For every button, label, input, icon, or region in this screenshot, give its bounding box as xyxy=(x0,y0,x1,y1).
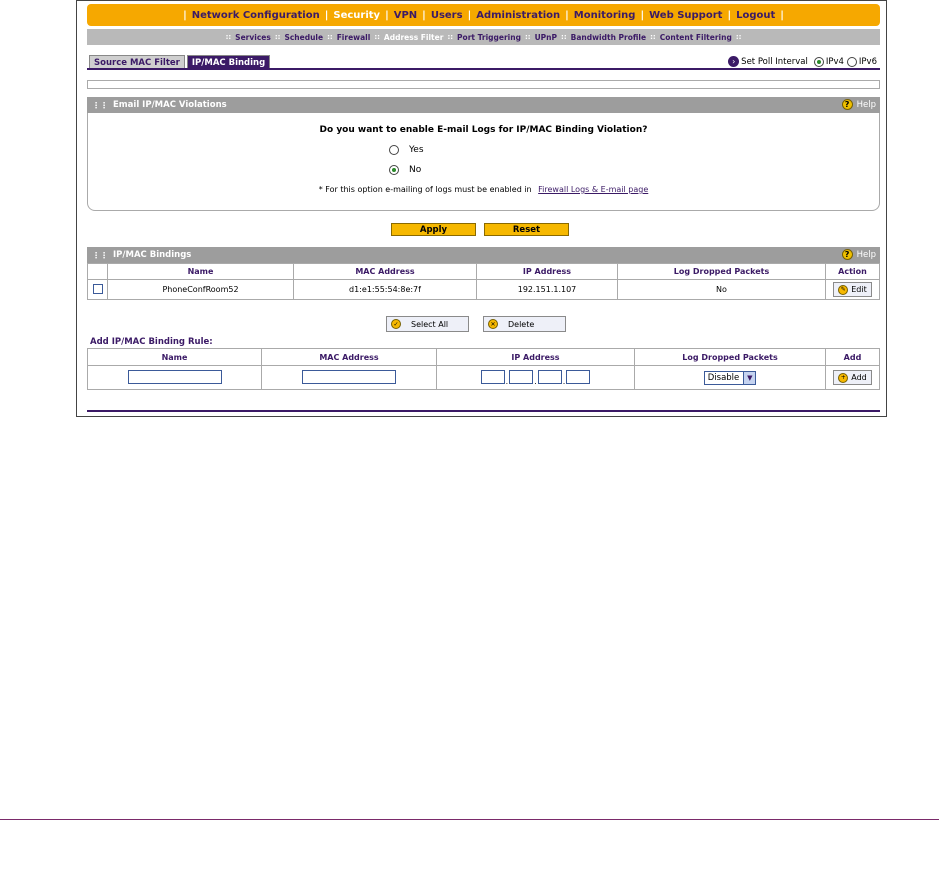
nav-administration[interactable]: Administration xyxy=(476,9,561,21)
grip-icon: ⋮⋮ xyxy=(92,250,108,260)
table-row xyxy=(88,280,880,300)
check-icon: ✓ xyxy=(391,319,401,329)
bindings-header xyxy=(87,247,880,263)
nav-security[interactable]: Security xyxy=(333,9,381,21)
sub-nav: :: Services :: Schedule :: Firewall :: Address Filter :: Port Triggering :: UPnP :: Bandwidth Profile :: Content Filtering :: xyxy=(87,29,880,45)
column-header: Name xyxy=(88,349,262,366)
tab-underline xyxy=(87,68,880,70)
edit-icon: ✎ xyxy=(838,285,848,295)
name-input[interactable] xyxy=(128,370,222,384)
add-rule-row xyxy=(88,366,880,390)
log-dropped-value: Disable xyxy=(707,372,740,383)
email-question: Do you want to enable E-mail Logs for IP/MAC Binding Violation? xyxy=(319,125,648,135)
binding-name: PhoneConfRoom52 xyxy=(108,280,294,300)
nav-logout[interactable]: Logout xyxy=(736,9,776,21)
name-cell xyxy=(88,366,262,390)
column-header: MAC Address xyxy=(294,264,477,280)
nav-web-support[interactable]: Web Support xyxy=(649,9,723,21)
select-all-label: Select All xyxy=(411,319,449,329)
ipv6-label: IPv6 xyxy=(858,56,877,67)
email-violations-title: Email IP/MAC Violations xyxy=(113,100,227,110)
email-note-text: * For this option e-mailing of logs must be enabled in xyxy=(318,185,532,194)
edit-label: Edit xyxy=(851,285,867,294)
apply-button[interactable]: Apply xyxy=(391,223,476,236)
subnav-bandwidth-profile[interactable]: Bandwidth Profile xyxy=(570,32,647,42)
row-checkbox[interactable] xyxy=(93,284,103,294)
add-cell xyxy=(826,366,880,390)
email-note xyxy=(88,185,879,194)
log-dropped-select[interactable] xyxy=(704,371,757,385)
chevron-down-icon: ▼ xyxy=(743,372,755,384)
subnav-firewall[interactable]: Firewall xyxy=(336,32,371,42)
delete-icon: ✕ xyxy=(488,319,498,329)
ip-cell: . . . xyxy=(437,366,635,390)
email-help-link[interactable] xyxy=(842,99,876,110)
email-violations-panel xyxy=(87,113,880,211)
main-nav: | Network Configuration | Security | VPN | Users | Administration | Monitoring | Web Support | Logout | xyxy=(87,4,880,26)
column-header: MAC Address xyxy=(262,349,437,366)
subnav-services[interactable]: Services xyxy=(235,32,271,42)
add-rule-header-row xyxy=(88,349,880,366)
column-header: Add xyxy=(826,349,880,366)
tab-bar xyxy=(89,55,272,69)
add-rule-table xyxy=(87,348,880,390)
ipv4-label: IPv4 xyxy=(825,56,844,67)
email-yes-radio[interactable] xyxy=(389,145,399,155)
tab-ip-mac-binding[interactable]: IP/MAC Binding xyxy=(187,55,270,69)
poll-controls xyxy=(728,56,877,67)
subnav-upnp[interactable]: UPnP xyxy=(534,32,558,42)
help-label: Help xyxy=(856,249,876,260)
email-no-label: No xyxy=(409,165,422,175)
select-column-header xyxy=(88,264,108,280)
bindings-header-row xyxy=(88,264,880,280)
help-icon: ? xyxy=(842,99,853,110)
nav-network-configuration[interactable]: Network Configuration xyxy=(191,9,320,21)
bindings-table xyxy=(87,263,880,300)
binding-ip: 192.151.1.107 xyxy=(477,280,618,300)
arrow-right-icon[interactable]: › xyxy=(728,56,739,67)
subnav-content-filtering[interactable]: Content Filtering xyxy=(659,32,732,42)
status-bar xyxy=(87,80,880,89)
binding-log: No xyxy=(618,280,826,300)
bindings-help-link[interactable] xyxy=(842,249,876,260)
tab-source-mac-filter[interactable]: Source MAC Filter xyxy=(89,55,185,69)
subnav-schedule[interactable]: Schedule xyxy=(284,32,324,42)
row-select-cell xyxy=(88,280,108,300)
table-actions xyxy=(386,316,580,332)
subnav-port-triggering[interactable]: Port Triggering xyxy=(457,32,521,42)
ip-octet-2-input[interactable] xyxy=(509,370,533,384)
page-divider xyxy=(0,819,939,820)
add-rule-title: Add IP/MAC Binding Rule: xyxy=(90,337,213,347)
email-yes-option[interactable] xyxy=(383,145,424,155)
add-button[interactable] xyxy=(833,370,872,385)
ip-octet-1-input[interactable] xyxy=(481,370,505,384)
firewall-logs-link[interactable]: Firewall Logs & E-mail page xyxy=(538,185,649,194)
email-no-option[interactable] xyxy=(383,165,421,175)
column-header: Log Dropped Packets xyxy=(618,264,826,280)
row-action-cell xyxy=(826,280,880,300)
add-icon: + xyxy=(838,373,848,383)
mac-cell xyxy=(262,366,437,390)
reset-button[interactable]: Reset xyxy=(484,223,569,236)
column-header: IP Address xyxy=(477,264,618,280)
ipv6-radio[interactable] xyxy=(847,57,857,67)
email-no-radio[interactable] xyxy=(389,165,399,175)
column-header: Log Dropped Packets xyxy=(635,349,826,366)
nav-vpn[interactable]: VPN xyxy=(393,9,418,21)
ip-octet-4-input[interactable] xyxy=(566,370,590,384)
column-header: Name xyxy=(108,264,294,280)
column-header: Action xyxy=(826,264,880,280)
binding-mac: d1:e1:55:54:8e:7f xyxy=(294,280,477,300)
add-label: Add xyxy=(851,373,867,382)
nav-monitoring[interactable]: Monitoring xyxy=(573,9,636,21)
edit-button[interactable] xyxy=(833,282,872,297)
set-poll-interval-link[interactable]: Set Poll Interval xyxy=(741,56,808,67)
log-cell xyxy=(635,366,826,390)
delete-label: Delete xyxy=(508,319,535,329)
ipv4-radio[interactable] xyxy=(814,57,824,67)
nav-users[interactable]: Users xyxy=(430,9,463,21)
column-header: IP Address xyxy=(437,349,635,366)
router-config-window xyxy=(76,0,887,417)
subnav-address-filter[interactable]: Address Filter xyxy=(383,32,444,42)
select-all-button[interactable] xyxy=(386,316,469,332)
delete-button[interactable] xyxy=(483,316,566,332)
help-icon: ? xyxy=(842,249,853,260)
email-violations-header xyxy=(87,97,880,113)
bottom-rule xyxy=(87,410,880,412)
bindings-title: IP/MAC Bindings xyxy=(113,250,192,260)
email-yes-label: Yes xyxy=(409,145,424,155)
grip-icon: ⋮⋮ xyxy=(92,100,108,110)
ip-octet-3-input[interactable] xyxy=(538,370,562,384)
mac-address-input[interactable] xyxy=(302,370,396,384)
help-label: Help xyxy=(856,99,876,110)
